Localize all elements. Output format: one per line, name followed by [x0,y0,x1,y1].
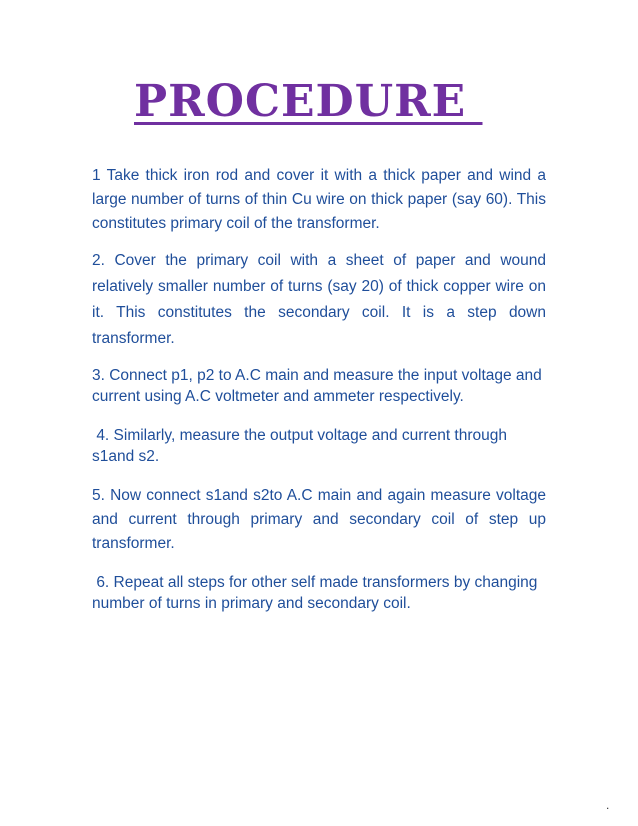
step-6-text: 6. Repeat all steps for other self made transformers by changing number of turns in primary and secondary coil. [92,574,542,612]
footer-mark: . [606,798,610,812]
page-title: PROCEDURE [134,76,483,127]
step-1-text: 1 Take thick iron rod and cover it with a thick paper and wind a large number of turns of thin Cu wire on thick paper (say 60). This constitutes primary coil of the transformer. [92,167,546,232]
step-5-text: 5. Now connect s1and s2to A.C main and again measure voltage and current through primary and secondary coil of step up transformer. [92,487,546,552]
step-2-text: 2. Cover the primary coil with a sheet of paper and wound relatively smaller number of turns (say 20) of thick copper wire on it. This constitutes the secondary coil. It is a step down transformer. [92,252,546,347]
procedure-steps [92,164,546,614]
step-3-text: 3. Connect p1, p2 to A.C main and measure the input voltage and current using A.C voltmeter and ammeter respectively. [92,367,542,405]
step-4-text: 4. Similarly, measure the output voltage and current through s1and s2. [92,427,512,465]
